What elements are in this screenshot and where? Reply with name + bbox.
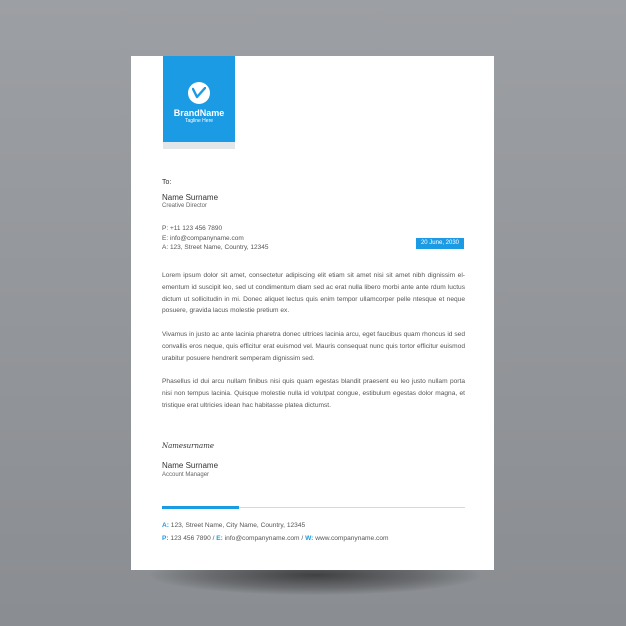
footer-phone-text: 123 456 7890 / bbox=[168, 535, 217, 542]
footer-web-text: www.companyname.com bbox=[313, 535, 389, 542]
signatory-name: Name Surname bbox=[162, 461, 219, 470]
footer-contacts bbox=[162, 535, 389, 542]
footer-phone-key: P: bbox=[162, 535, 169, 542]
signatory-role: Account Manager bbox=[162, 472, 210, 478]
brand-tagline: Tagline Here bbox=[184, 118, 214, 124]
brand-name: BrandName bbox=[173, 108, 225, 118]
footer-address-text: 123, Street Name, City Name, Country, 12345 bbox=[168, 522, 306, 529]
to-label: To: bbox=[162, 179, 172, 186]
contact-phone: P: +11 123 456 7890 bbox=[162, 225, 223, 232]
letterhead-page bbox=[131, 56, 494, 570]
footer-web-key: W: bbox=[305, 535, 314, 542]
body-paragraph-2: Vivamus in justo ac ante lacinia pharetra donec ultrices lacinia arcu, eget faucibus quam rhoncus id sed convallis eros neque, quis efficitur erat euismod vel. Mauris consequat nunc quis tortor efficitur euismod urabitur posuere hendrerit semperam dignissim sed. bbox=[162, 331, 465, 362]
handwritten-signature: Namesurname bbox=[162, 442, 214, 450]
date-badge: 20 June, 2030 bbox=[416, 238, 464, 249]
footer-email-text: info@companyname.com / bbox=[222, 535, 306, 542]
logo-underline bbox=[163, 142, 235, 149]
recipient-role: Creative Director bbox=[162, 203, 208, 209]
contact-block bbox=[162, 224, 268, 253]
footer-address-key: A: bbox=[162, 522, 169, 529]
contact-email: E: info@companyname.com bbox=[162, 234, 244, 242]
logo-block bbox=[163, 56, 235, 142]
v-check-icon bbox=[188, 82, 210, 104]
footer-address bbox=[162, 522, 305, 529]
body-paragraph-3: Phasellus id dui arcu nullam finibus nisi quis quam egestas blandit praesent eu leo justo nullam porta nisi non tempus lacinia. Quisque molestie nulla id volutpat congue, estibulum egestas dolor magna, et tristique erat ultricies idean hac habitasse platea dictumst. bbox=[162, 378, 465, 409]
recipient-name: Name Surname bbox=[162, 193, 219, 202]
contact-address: A: 123, Street Name, Country, 12345 bbox=[162, 244, 269, 251]
body-paragraph-1: Lorem ipsum dolor sit amet, consectetur adipiscing elit etiam sit amet nisi sit amet nibh dignissim el-ementum id suscipit leo, sed ut condimentum diam sed ac erat nulla libero morbi ante ante rdum luctus dictum ut sollicitudin in mi. Donec aliquet lectus quis enim tempor ullamcorper pelle ntesque et neque posuere, gravida lacus molestie pretium ex. bbox=[162, 272, 465, 315]
footer-email-key: E: bbox=[216, 535, 223, 542]
footer-accent-bar bbox=[162, 506, 239, 509]
